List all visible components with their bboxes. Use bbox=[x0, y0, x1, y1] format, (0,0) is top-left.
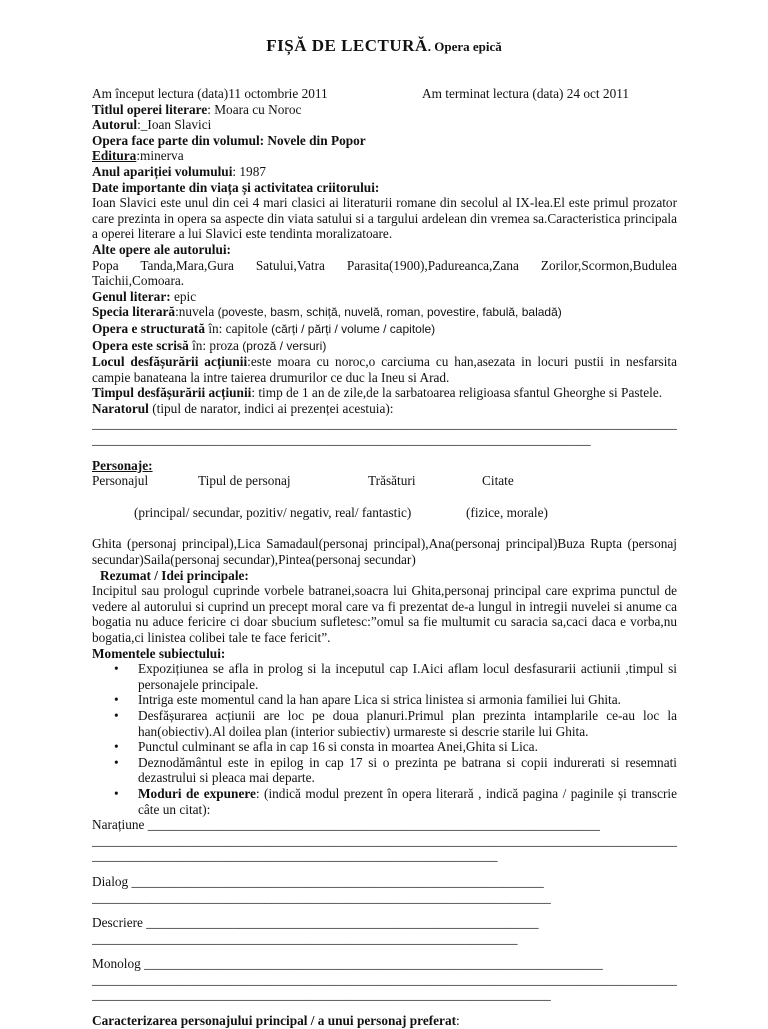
naratiune-row bbox=[92, 817, 677, 833]
bullet-icon: • bbox=[114, 661, 119, 677]
page-title bbox=[0, 36, 768, 57]
species-value: :nuvela bbox=[175, 304, 215, 320]
bullet-icon: • bbox=[114, 785, 119, 801]
end-value: 24 oct 2011 bbox=[563, 86, 630, 101]
bullet-icon: • bbox=[114, 692, 119, 708]
monolog-label: Monolog bbox=[92, 956, 141, 972]
document-body bbox=[92, 86, 677, 1029]
bullet-icon: • bbox=[114, 754, 119, 770]
narrator-label: Naratorul bbox=[92, 400, 149, 416]
col-citate: Citate bbox=[482, 473, 514, 489]
publisher-value: :minerva bbox=[136, 148, 184, 164]
monolog-line[interactable]: _____________________________________________________________________ bbox=[140, 956, 603, 972]
col-trasaturi: Trăsături bbox=[368, 473, 416, 489]
structure-prefix: în: capitole bbox=[205, 320, 272, 336]
publisher-label: Editura bbox=[92, 148, 137, 164]
closing-colon: : bbox=[456, 1013, 460, 1029]
bullet-icon: • bbox=[114, 739, 119, 755]
closing-label: Caracterizarea personajului principal / a unui personaj preferat bbox=[92, 1013, 457, 1029]
characters-label: Personaje: bbox=[92, 457, 153, 473]
hint-type: (principal/ secundar, pozitiv/ negativ, real/ fantastic) bbox=[134, 504, 412, 520]
year-label: Anul apariției volumului bbox=[92, 163, 233, 179]
bio-label: Date importante din viața și activitatea criitorului: bbox=[92, 179, 380, 195]
summary-text: Incipitul sau prologul cuprinde vorbele batranei,soacra lui Ghita,personaj principal care exprima punctul de vedere al autorului si cuprind un precept moral care va fi prezentat de-a lungul in intregii nuvelei si anume ca bogatia nu aduce fericire ci doar sbucium sufletesc:”omul sa fie multumit cu saracia sa,caci daca e vorba,nu bogatia,ci linistea colibei tale te face fericit”. bbox=[92, 583, 677, 645]
field-narrator bbox=[92, 401, 677, 417]
field-genre bbox=[92, 289, 677, 305]
descriere-row bbox=[92, 915, 677, 931]
narrator-line-1[interactable]: ________________________________________________________________________________________ bbox=[92, 416, 677, 432]
descriere-line-2[interactable]: ________________________________________________________________ bbox=[92, 930, 518, 946]
narrator-hint: (tipul de narator, indici ai prezenței acestuia): bbox=[148, 400, 394, 416]
title-main: FIȘĂ DE LECTURĂ bbox=[266, 36, 428, 55]
structure-options: (cărți / părți / volume / capitole) bbox=[271, 321, 436, 336]
time-label: Timpul desfășurării acțiunii bbox=[92, 385, 252, 401]
field-written bbox=[92, 338, 677, 355]
hint-traits: (fizice, morale) bbox=[466, 504, 548, 520]
col-personaj: Personajul bbox=[92, 473, 149, 489]
descriere-label: Descriere bbox=[92, 915, 143, 931]
field-place bbox=[92, 354, 677, 385]
start-value: 11 octombrie 2011 bbox=[228, 86, 328, 101]
field-time bbox=[92, 385, 677, 401]
monolog-row bbox=[92, 956, 677, 972]
summary-label: Rezumat / Idei principale: bbox=[100, 567, 249, 583]
characters-hints bbox=[92, 505, 677, 521]
field-volume: Opera face parte din volumul: Novele din Popor bbox=[92, 132, 366, 148]
naratiune-line-2[interactable]: ________________________________________________________________________________________ bbox=[92, 832, 677, 848]
title-label: Titlul operei literare bbox=[92, 101, 208, 117]
bullet-icon: • bbox=[114, 707, 119, 723]
narrator-line-2[interactable]: ___________________________________________________________________________ bbox=[92, 432, 591, 448]
author-label: Autorul bbox=[92, 117, 138, 133]
other-works-text: Popa Tanda,Mara,Gura Satului,Vatra Parasita(1900),Padureanca,Zana Zorilor,Scormon,Budulea Taichii,Comoara. bbox=[92, 257, 677, 289]
monolog-line-3[interactable]: _____________________________________________________________________ bbox=[92, 987, 551, 1003]
field-title bbox=[92, 102, 677, 118]
dialog-line[interactable]: ______________________________________________________________ bbox=[128, 873, 544, 889]
moments-label: Momentele subiectului: bbox=[92, 645, 226, 661]
time-text: : timp de 1 an de zile,de la sarbatoarea religioasa sfantul Gheorghe si Pastele. bbox=[251, 385, 663, 401]
written-options: (proză / versuri) bbox=[242, 338, 327, 353]
characters-list: Ghita (personaj principal),Lica Samadaul(personaj principal),Ana(personaj principal)Buza Rupta (personaj secundar)Saila(personaj secundar),Pintea(personaj secundar) bbox=[92, 536, 677, 568]
structure-label: Opera e structurată bbox=[92, 320, 205, 336]
bio-text: Ioan Slavici este unul din cei 4 mari clasici ai literaturii romane din secolul al IX-lea.El este primul prozator care prezinta in opera sa aspecte din viata satului si a targului ardelean din vremea sa.Caracteristica principala a operei literare a lui Slavici este tendinta moralizatoare. bbox=[92, 195, 677, 242]
start-label: Am început lectura (data) bbox=[92, 86, 229, 101]
species-options: (poveste, basm, schiță, nuvelă, roman, povestire, fabulă, baladă) bbox=[214, 305, 562, 320]
list-item: • Desfășurarea acțiunii are loc pe doua planuri.Primul plan prezinta intamplarile ce-au loc la han(obiectiv).Al doilea plan (interior subiectiv) urmareste si descrie starile lui Ghita. bbox=[114, 707, 677, 739]
species-label: Specia literară bbox=[92, 304, 176, 320]
field-author bbox=[92, 117, 677, 133]
field-structure bbox=[92, 321, 677, 338]
field-year bbox=[92, 164, 677, 180]
written-prefix: în: proza bbox=[188, 337, 243, 353]
naratiune-line-3[interactable]: _____________________________________________________________ bbox=[92, 848, 498, 864]
col-tip: Tipul de personaj bbox=[198, 473, 291, 489]
field-species bbox=[92, 304, 677, 321]
title-sub: . Opera epică bbox=[427, 39, 502, 54]
descriere-line[interactable]: ___________________________________________________________ bbox=[142, 915, 539, 931]
list-item: • Intriga este momentul cand la han apare Lica si strica linistea si armonia familiei lui Ghita. bbox=[114, 692, 621, 708]
title-value: : Moara cu Noroc bbox=[207, 101, 302, 117]
reading-dates bbox=[92, 86, 677, 102]
expo-hint: : (indică modul prezent în opera literară , indică pagina / paginile și transcrie câte un citat): bbox=[138, 785, 678, 817]
list-item bbox=[92, 786, 677, 817]
moments-list bbox=[92, 661, 677, 817]
naratiune-label: Narațiune bbox=[92, 817, 145, 833]
list-item: • Deznodământul este in epilog in cap 17 si o prezinta pe batrana si copii indurerati si resemnati dezastrului si pleaca mai departe. bbox=[114, 754, 677, 786]
monolog-line-2[interactable]: ________________________________________________________________________________________ bbox=[92, 971, 677, 987]
place-text: :este moara cu noroc,o carciuma cu han,asezata in locuri pustii in nesfarsita campie banateana la intre taierea drumurilor ce duc la Ineu si Arad. bbox=[92, 354, 677, 385]
other-works-label: Alte opere ale autorului: bbox=[92, 241, 231, 257]
place-label: Locul desfășurării acțiunii bbox=[92, 354, 248, 370]
dialog-row bbox=[92, 874, 677, 890]
list-item: • Expozițiunea se afla in prolog si la inceputul cap I.Aici aflam locul desfasurarii actiunii ,timpul si personajele principale. bbox=[114, 661, 677, 692]
dialog-line-2[interactable]: _____________________________________________________________________ bbox=[92, 889, 551, 905]
genre-label: Genul literar: bbox=[92, 288, 171, 304]
author-value: :_Ioan Slavici bbox=[137, 117, 212, 133]
characters-header bbox=[92, 473, 677, 489]
end-label: Am terminat lectura (data) bbox=[422, 86, 564, 101]
list-item: • Punctul culminant se afla in cap 16 si consta in moartea Anei,Ghita si Lica. bbox=[114, 739, 538, 755]
expo-label: Moduri de expunere bbox=[138, 785, 256, 801]
field-publisher bbox=[92, 148, 677, 164]
written-label: Opera este scrisă bbox=[92, 337, 189, 353]
year-value: : 1987 bbox=[232, 163, 267, 179]
naratiune-line[interactable]: ____________________________________________________________________ bbox=[144, 817, 600, 833]
dialog-label: Dialog bbox=[92, 873, 129, 889]
genre-value: epic bbox=[170, 288, 197, 304]
closing-heading bbox=[92, 1013, 677, 1029]
